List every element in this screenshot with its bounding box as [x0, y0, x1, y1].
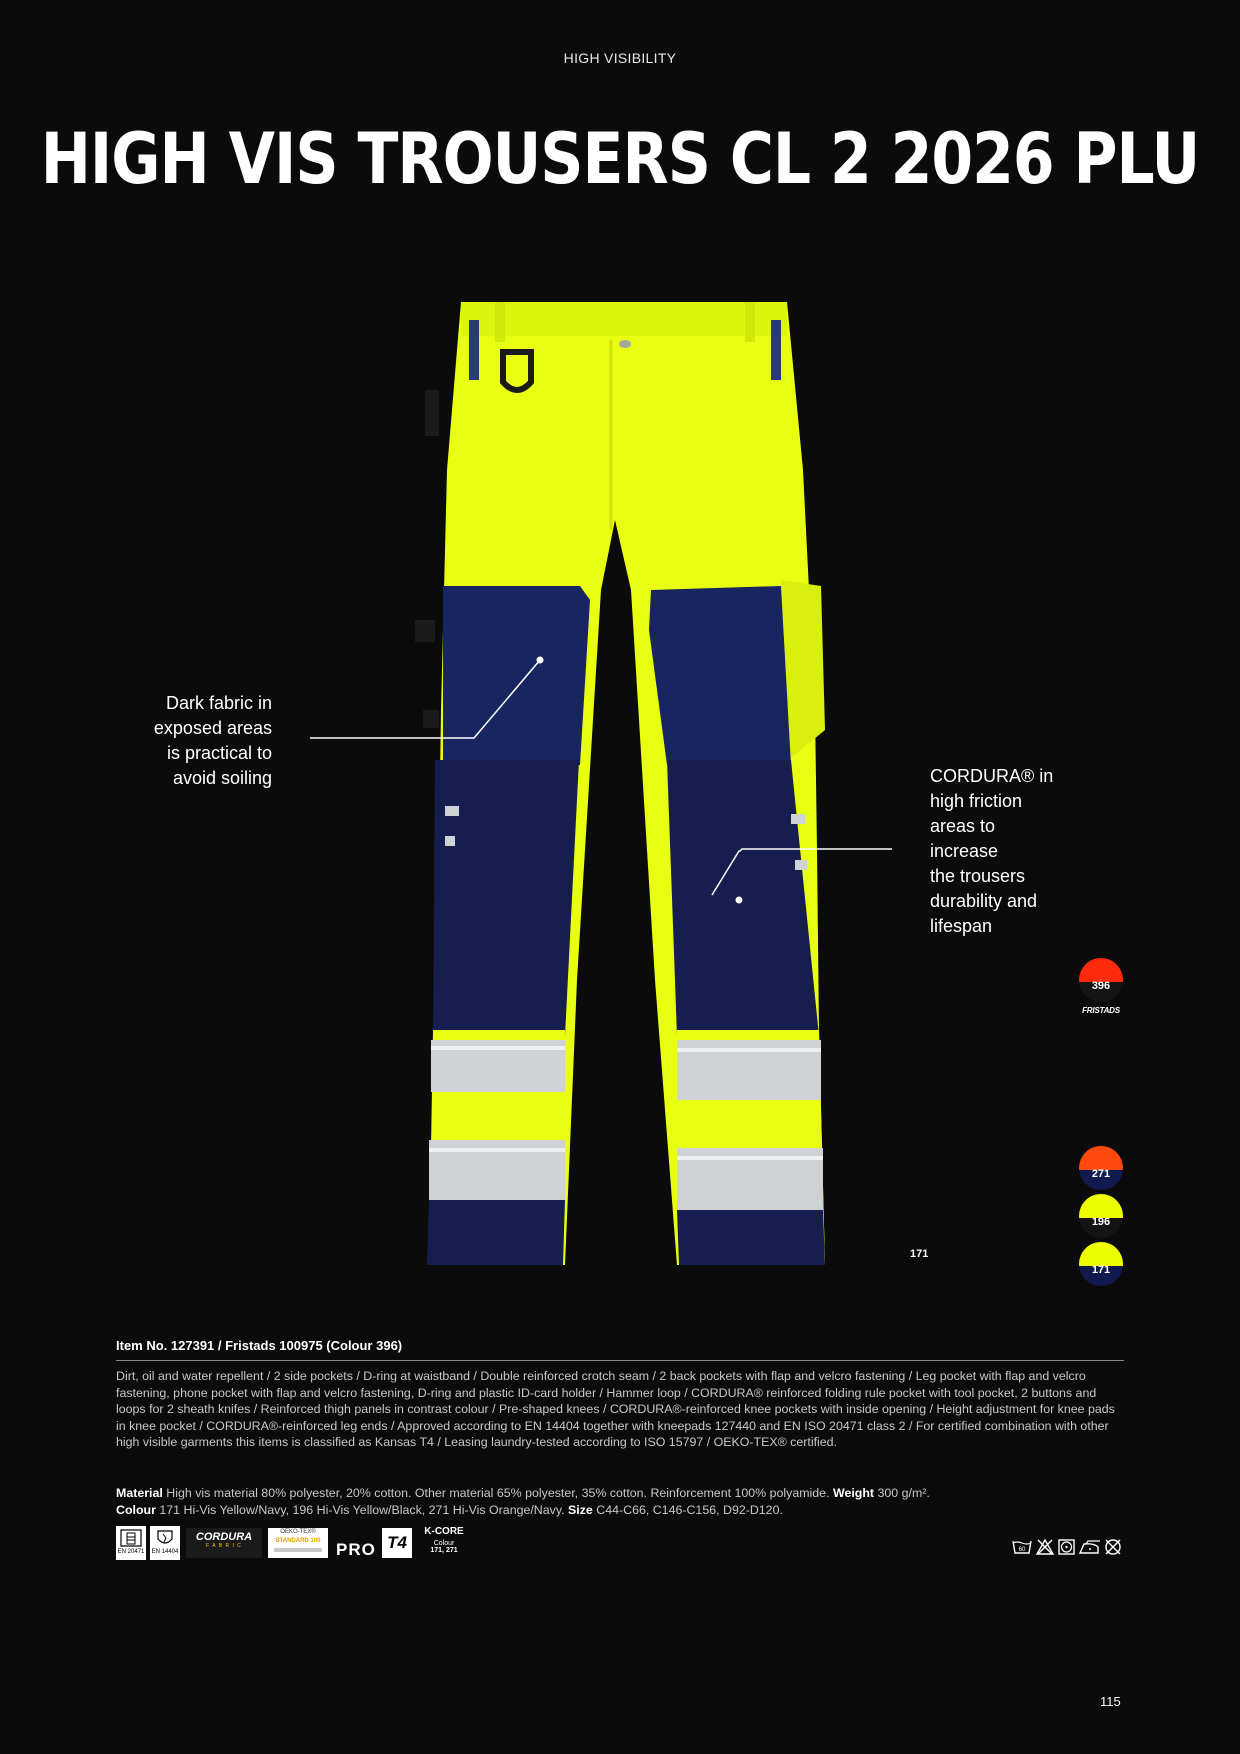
swatch-top [1079, 958, 1123, 982]
cordura-logo: CORDURA F A B R I C [186, 1528, 262, 1558]
swatch-code: 171 [1091, 1264, 1111, 1276]
swatch-top [1079, 1194, 1123, 1218]
k-core-logo: K-CORE Colour 171, 271 [424, 1526, 464, 1554]
size-label: Size [568, 1503, 593, 1517]
material-value: High vis material 80% polyester, 20% cotton. Other material 65% polyester, 35% cotton. Reinforcement 100% polyamide. [166, 1486, 830, 1500]
swatch-code: 396 [1091, 980, 1111, 992]
shown-colour-caption: 171 [910, 1248, 929, 1260]
product-description: Dirt, oil and water repellent / 2 side pockets / D-ring at waistband / Double reinforced crotch seam / 2 back pockets with flap and velcro fastening / Leg pocket with flap and velcro fastening, phone pocket with flap and velcro fastening, D-ring and plastic ID-card holder / Hammer loop / CORDURA® reinforced folding rule pocket with tool pocket, 2 buttons and loops for 2 sheath knifes / Reinforced thigh panels in contrast colour / Pre-shaped knees / CORDURA®-reinforced knee pockets with inside opening / Height adjustment for knee pads in knee pocket / CORDURA®-reinforced leg ends / Approved according to EN 14404 together with kneepads 127440 and EN ISO 20471 class 2 / For certified combination with other high visible garments this items is classified as Kansas T4 / Leasing laundry-tested according to ISO 15797 / OEKO-TEX® certified. [116, 1369, 1115, 1449]
product-specs [116, 1485, 1124, 1519]
iron-icon [1080, 1541, 1100, 1553]
size-value: C44-C66, C146-C156, D92-D120. [596, 1503, 783, 1517]
colour-value: 171 Hi-Vis Yellow/Navy, 196 Hi-Vis Yellow/Black, 271 Hi-Vis Orange/Navy. [159, 1503, 565, 1517]
colour-label: Colour [116, 1503, 156, 1517]
fristads-logo: FRISTADS [1082, 1006, 1120, 1015]
t4-badge: T4 [382, 1528, 412, 1558]
swatch-code: 196 [1091, 1216, 1111, 1228]
no-dry-clean-icon [1106, 1540, 1120, 1554]
weight-label: Weight [832, 1486, 875, 1500]
weight-value: 300 g/m². [877, 1486, 930, 1500]
material-label: Material [116, 1486, 163, 1500]
divider [116, 1360, 1124, 1361]
colour-swatch-396[interactable] [1079, 958, 1123, 1015]
tumble-dry-icon [1059, 1540, 1074, 1554]
care-symbols [1012, 1538, 1124, 1561]
swatch-top [1079, 1146, 1123, 1170]
oeko-tex-label: OEKO-TEX® STANDARD 100 [268, 1528, 328, 1558]
pro-logo: PRO [336, 1540, 376, 1559]
swatch-code: 271 [1091, 1168, 1111, 1180]
section-label: HIGH VISIBILITY [563, 50, 677, 66]
no-bleach-icon [1037, 1540, 1053, 1554]
swatch-top [1079, 1242, 1123, 1266]
callout-cordura: CORDURA® in high friction areas to increase the trousers durability and lifespan [930, 766, 1054, 936]
hi-vis-pictogram-icon [120, 1529, 142, 1547]
wash-60-icon [1013, 1541, 1031, 1553]
page-title: HIGH VIS TROUSERS CL 2 2026 PLU [40, 118, 1200, 201]
item-number: Item No. 127391 / Fristads 100975 (Colour 396) [116, 1338, 403, 1353]
wash-temperature: 60 [1018, 1547, 1026, 1553]
colour-swatch-271[interactable] [1079, 1146, 1123, 1190]
colour-swatch-196[interactable] [1079, 1194, 1123, 1238]
colour-swatch-171[interactable] [1079, 1242, 1123, 1286]
en-14404-badge: EN 14404 [150, 1526, 180, 1560]
knee-protection-icon [154, 1529, 176, 1547]
page-number: 115 [1100, 1694, 1121, 1709]
en-20471-badge: EN 20471 [116, 1526, 146, 1560]
callout-dark-fabric: Dark fabric in exposed areas is practical to avoid soiling [153, 693, 272, 788]
